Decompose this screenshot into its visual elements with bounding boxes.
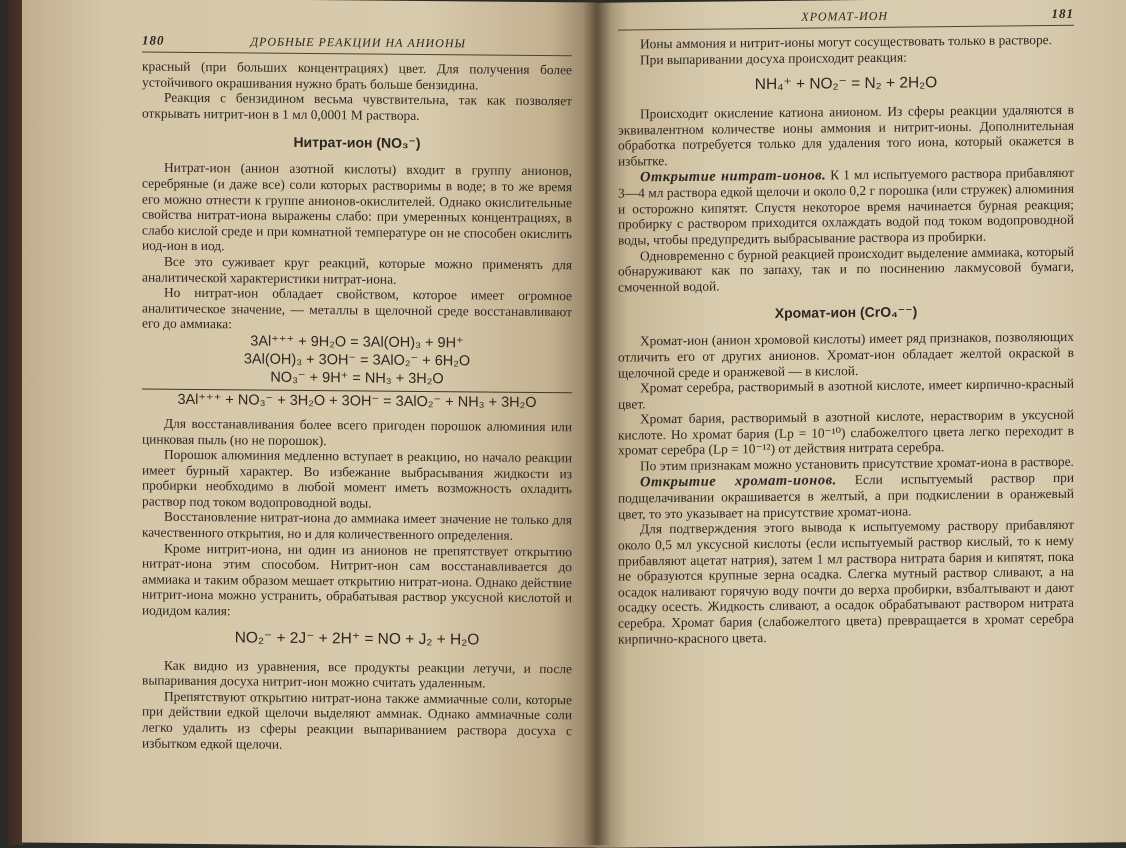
paragraph: Для подтверждения этого вывода к испытуемому раствору прибавляют около 0,5 мл уксусной кислоты (если испытуемый раствор кислый, то к нему прибавляют ацетат натрия), затем 1 мл раствора нитрата бария и кипятят, пока не образуются крупные зерна осадка. Слегка мутный раствор сливают, а на осадок наливают горячую воду почти до верха пробирки, взбалтывают и дают осадку осесть. Жидкость сливают, а осадок обрабатывают раствором нитрата серебра. Хромат бария (слабожелтого цвета) превращается в хромат серебра кирпично-красного цвета. <box>618 517 1074 647</box>
paragraph: Порошок алюминия медленно вступает в реакцию, но начало реакции имеет бурный характер. Во избежание выбрасывания жидкости из пробирки необходимо в любой момент иметь возможность охладить раствор под током водопроводной воды. <box>142 446 572 511</box>
equation: 3Al⁺⁺⁺ + NO₃⁻ + 3H₂O + 3OH⁻ = 3AlO₂⁻ + NH₃ + 3H₂O <box>177 391 537 411</box>
paragraph: Как видно из уравнения, все продукты реакции летучи, и после выпаривания досуха нитрит-ион можно считать удаленным. <box>142 657 572 691</box>
section-title: Нитрат-ион (NO₃⁻) <box>293 134 421 152</box>
paragraph: Одновременно с бурной реакцией происходит выделение аммиака, который обнаруживают как по запаху, так и по посинению лакмусовой бумаги, смоченной водой. <box>618 243 1074 295</box>
subsection-lead: Открытие хромат-ионов. <box>640 471 837 491</box>
paragraph <box>618 469 1074 522</box>
running-head: ХРОМАТ-ИОН <box>801 8 889 24</box>
paragraph: Для восстанавливания более всего пригоден порошок алюминия или цинковая пыль (но не порошок). <box>142 415 572 448</box>
book-spread <box>8 0 1126 845</box>
paragraph-body: К 1 мл испытуемого раствора прибавляют 3—4 мл раствора едкой щелочи и около 0,2 г порошка (или стружек) алюминия и осторожно кипятят. Спустя некоторое время начинается бурная реакция; пробирку с раствором приходится охлаждать водой под током водопроводной воды, чтобы предупредить выбрасывание раствора из пробирки. <box>618 164 1074 248</box>
equation: NO₃⁻ + 9H⁺ = NH₃ + 3H₂O <box>270 369 444 388</box>
left-page <box>22 0 596 848</box>
paragraph: Нитрат-ион (анион азотной кислоты) входит в группу анионов, серебряные (и даже все) соли которых растворимы в воде; в то же время его можно отнести к группе анионов-окислителей. Однако окислительные свойства нитрат-иона выражены слабо: при умеренных концентрациях, в слабо кислой среде и при комнатной температуре он не способен окислить иод-ион в иод. <box>142 160 572 254</box>
paragraph: При выпаривании досуха происходит реакция: <box>640 49 907 67</box>
page-number: 181 <box>1051 5 1074 22</box>
paragraph: Ионы аммония и нитрит-ионы могут сосуществовать только в растворе. <box>640 32 1052 52</box>
paragraph: По этим признакам можно установить присутствие хромат-иона в растворе. <box>640 453 1074 474</box>
paragraph <box>618 164 1074 248</box>
equation: NO₂⁻ + 2J⁻ + 2H⁺ = NO + J₂ + H₂O <box>234 628 480 649</box>
paragraph: Препятствуют открытию нитрат-иона также аммиачные соли, которые при действии едкой щелочи выделяют аммиак. Однако аммиачные соли легко удалить из сферы реакции выпариванием раствора досуха с избытком едкой щелочи. <box>142 688 572 752</box>
paragraph: Происходит окисление катиона анионом. Из сферы реакции удаляются в эквивалентном количестве ионы аммония и нитрит-ионы. Дополнительная обработка потребуется только для удаления того иона, который окажется в избытке. <box>618 101 1074 169</box>
right-page <box>596 0 1126 848</box>
equation: 3Al(OH)₃ + 3OH⁻ = 3AlO₂⁻ + 6H₂O <box>243 351 471 370</box>
running-head: ДРОБНЫЕ РЕАКЦИИ НА АНИОНЫ <box>250 34 466 51</box>
paragraph: Реакция с бензидином весьма чувствительна, так как позволяет открывать нитрит-ион в 1 мл 0,0001 М раствора. <box>142 89 572 123</box>
paragraph: Кроме нитрит-иона, ни один из анионов не препятствует открытию нитрат-иона этим способом. Нитрит-ион сам восстанавливается до аммиака и таким образом мешает открытию нитрат-иона. Однако действие нитрит-иона можно устранить, обрабатывая раствор уксусной кислотой и иодидом калия: <box>142 540 572 619</box>
paragraph: Но нитрат-ион обладает свойством, которое имеет огромное аналитическое значение, — металлы в щелочной среде восстанавливают его до аммиака: <box>142 284 572 332</box>
paragraph: Восстановление нитрат-иона до аммиака имеет значение не только для качественного открытия, но и для количественного определения. <box>142 509 572 543</box>
equation: 3Al⁺⁺⁺ + 9H₂O = 3Al(OH)₃ + 9H⁺ <box>250 333 464 352</box>
page-number: 180 <box>142 32 165 48</box>
paragraph: Хромат-ион (анион хромовой кислоты) имеет ряд признаков, позволяющих отличить его от других анионов. Хромат-ион обладает желтой окраской в щелочной среде и оранжевой — в кислой. <box>618 329 1074 381</box>
paragraph: Хромат серебра, растворимый в азотной кислоте, имеет кирпично-красный цвет. <box>618 375 1074 412</box>
paragraph-body: Если испытуемый раствор при подщелачивании окрашивается в желтый, а при подкислении в оранжевый цвет, то это указывает на присутствие хромат-иона. <box>618 469 1074 522</box>
section-title: Хромат-ион (CrO₄⁻⁻) <box>774 303 918 322</box>
equation: NH₄⁺ + NO₂⁻ = N₂ + 2H₂O <box>754 74 938 94</box>
paragraph: Все это суживает круг реакций, которые можно применять для аналитической характеристики нитрат-иона. <box>142 253 572 287</box>
right-page-header <box>618 6 1074 31</box>
subsection-lead: Открытие нитрат-ионов. <box>640 166 827 185</box>
left-page-header <box>142 33 572 57</box>
paragraph: Хромат бария, растворимый в азотной кислоте, нерастворим в уксусной кислоте. Но хромат бария (Lp = 10⁻¹⁰) слабожелтого цвета легко переходит в хромат серебра (Lp = 10⁻¹²) от действия нитрата серебра. <box>618 407 1074 459</box>
paragraph: красный (при больших концентрациях) цвет. Для получения более устойчивого окрашивания нужно брать больше бензидина. <box>142 58 572 93</box>
